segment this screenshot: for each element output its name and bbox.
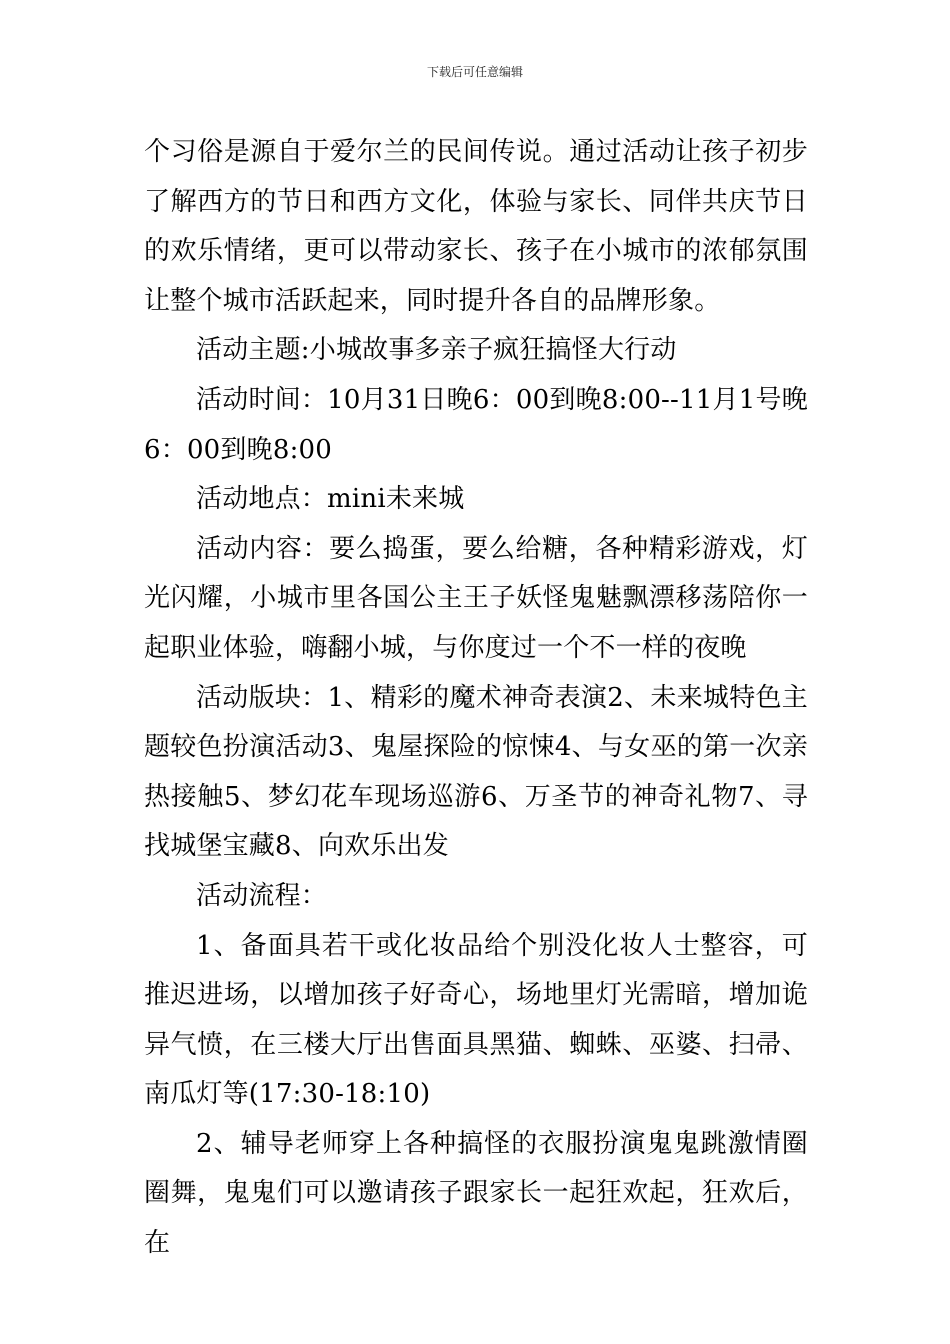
paragraph-content: 活动内容：要么捣蛋，要么给糖，各种精彩游戏，灯光闪耀，小城市里各国公主王子妖怪鬼魅飘漂移荡陪你一起职业体验，嗨翻小城，与你度过一个不一样的夜晚 [144, 533, 808, 663]
paragraph-time: 活动时间：10月31日晚6：00到晚8:00--11月1号晚6：00到晚8:00 [144, 384, 808, 465]
paragraph-step-1: 1、备面具若干或化妆品给个别没化妆人士整容，可推迟进场，以增加孩子好奇心，场地里灯光需暗，增加诡异气愤，在三楼大厅出售面具黑猫、蜘蛛、巫婆、扫帚、南瓜灯等(17:30-18:10) [144, 930, 808, 1110]
document-body [144, 128, 808, 1269]
paragraph-location: 活动地点：mini未来城 [196, 484, 465, 515]
paragraph-process-heading: 活动流程： [196, 880, 328, 911]
page-header-note: 下载后可任意编辑 [426, 65, 523, 79]
paragraph-theme: 活动主题:小城故事多亲子疯狂搞怪大行动 [196, 335, 677, 366]
paragraph-intro: 个习俗是源自于爱尔兰的民间传说。通过活动让孩子初步了解西方的节日和西方文化，体验与家长、同伴共庆节日的欢乐情绪，更可以带动家长、孩子在小城市的浓郁氛围让整个城市活跃起来，同时提升各自的品牌形象。 [144, 137, 808, 316]
paragraph-sections: 活动版块：1、精彩的魔术神奇表演2、未来城特色主题较色扮演活动3、鬼屋探险的惊悚4、与女巫的第一次亲热接触5、梦幻花车现场巡游6、万圣节的神奇礼物7、寻找城堡宝藏8、向欢乐出发 [144, 682, 808, 862]
paragraph-step-2: 2、辅导老师穿上各种搞怪的衣服扮演鬼鬼跳激情圈圈舞，鬼鬼们可以邀请孩子跟家长一起狂欢起，狂欢后，在 [144, 1128, 808, 1259]
